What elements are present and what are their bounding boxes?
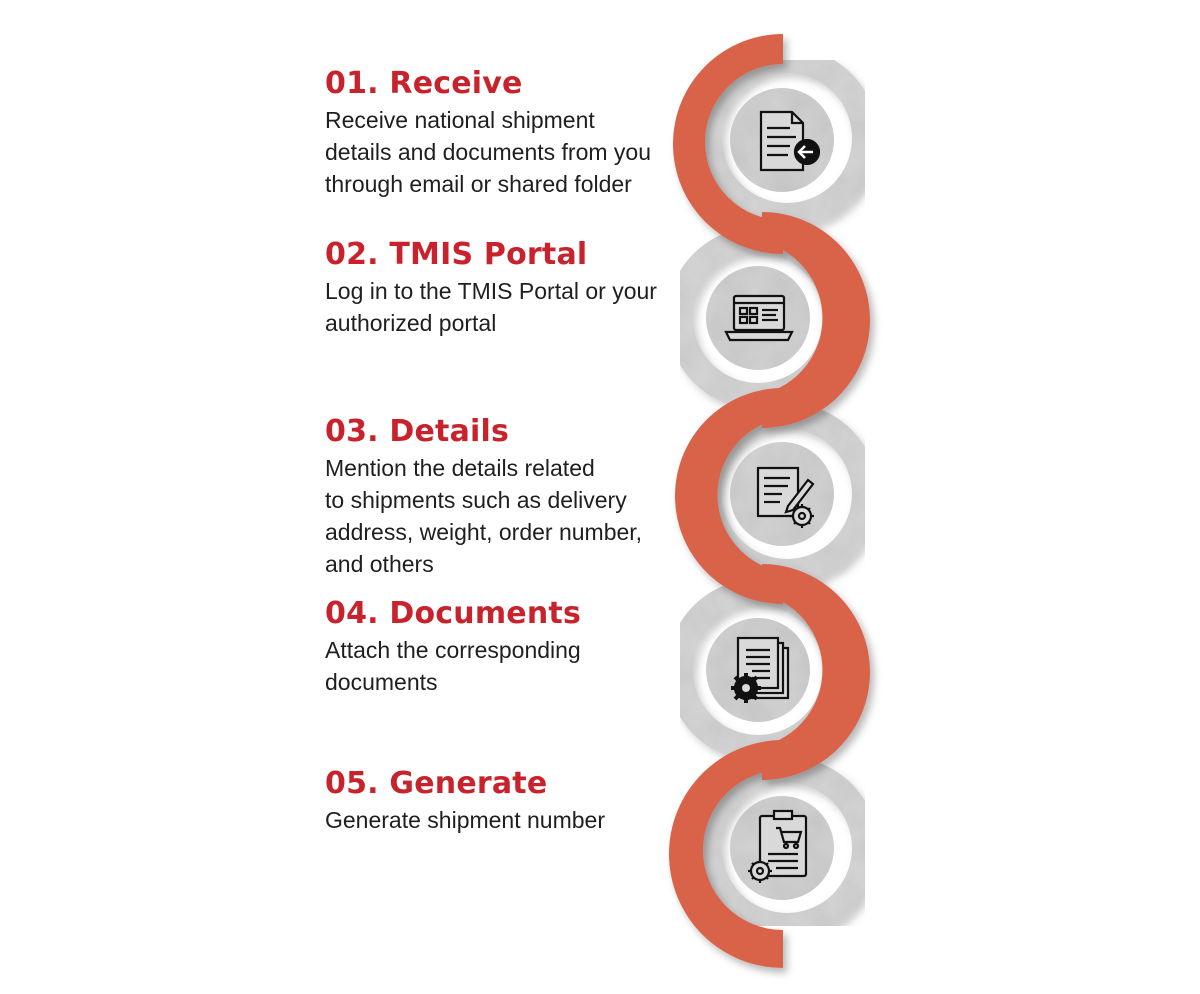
step-1-title: 01. Receive [325,66,523,101]
step-5-title: 05. Generate [325,766,548,801]
step-2-desc-line: Log in to the TMIS Portal or your [325,278,657,304]
step-4-desc-line: Attach the corresponding [325,637,581,663]
step-1-desc-line: details and documents from you [325,139,652,165]
step-3-desc-line: and others [325,551,434,577]
step-3-desc-line: address, weight, order number, [325,519,643,545]
step-5-desc-line: Generate shipment number [325,807,605,833]
step-3-title: 03. Details [325,414,510,449]
step-2-desc-line: authorized portal [325,310,497,336]
step-1-desc-line: through email or shared folder [325,171,632,197]
step-2-title: 02. TMIS Portal [325,237,588,272]
step-1-desc-line: Receive national shipment [325,107,595,133]
documents-gear-icon [731,638,788,703]
step-3-desc-line: to shipments such as delivery [325,487,627,513]
step-4-title: 04. Documents [325,596,582,631]
step-3-desc-line: Mention the details related [325,455,595,481]
laptop-portal-icon [726,296,792,340]
step-4-desc-line: documents [325,669,438,695]
